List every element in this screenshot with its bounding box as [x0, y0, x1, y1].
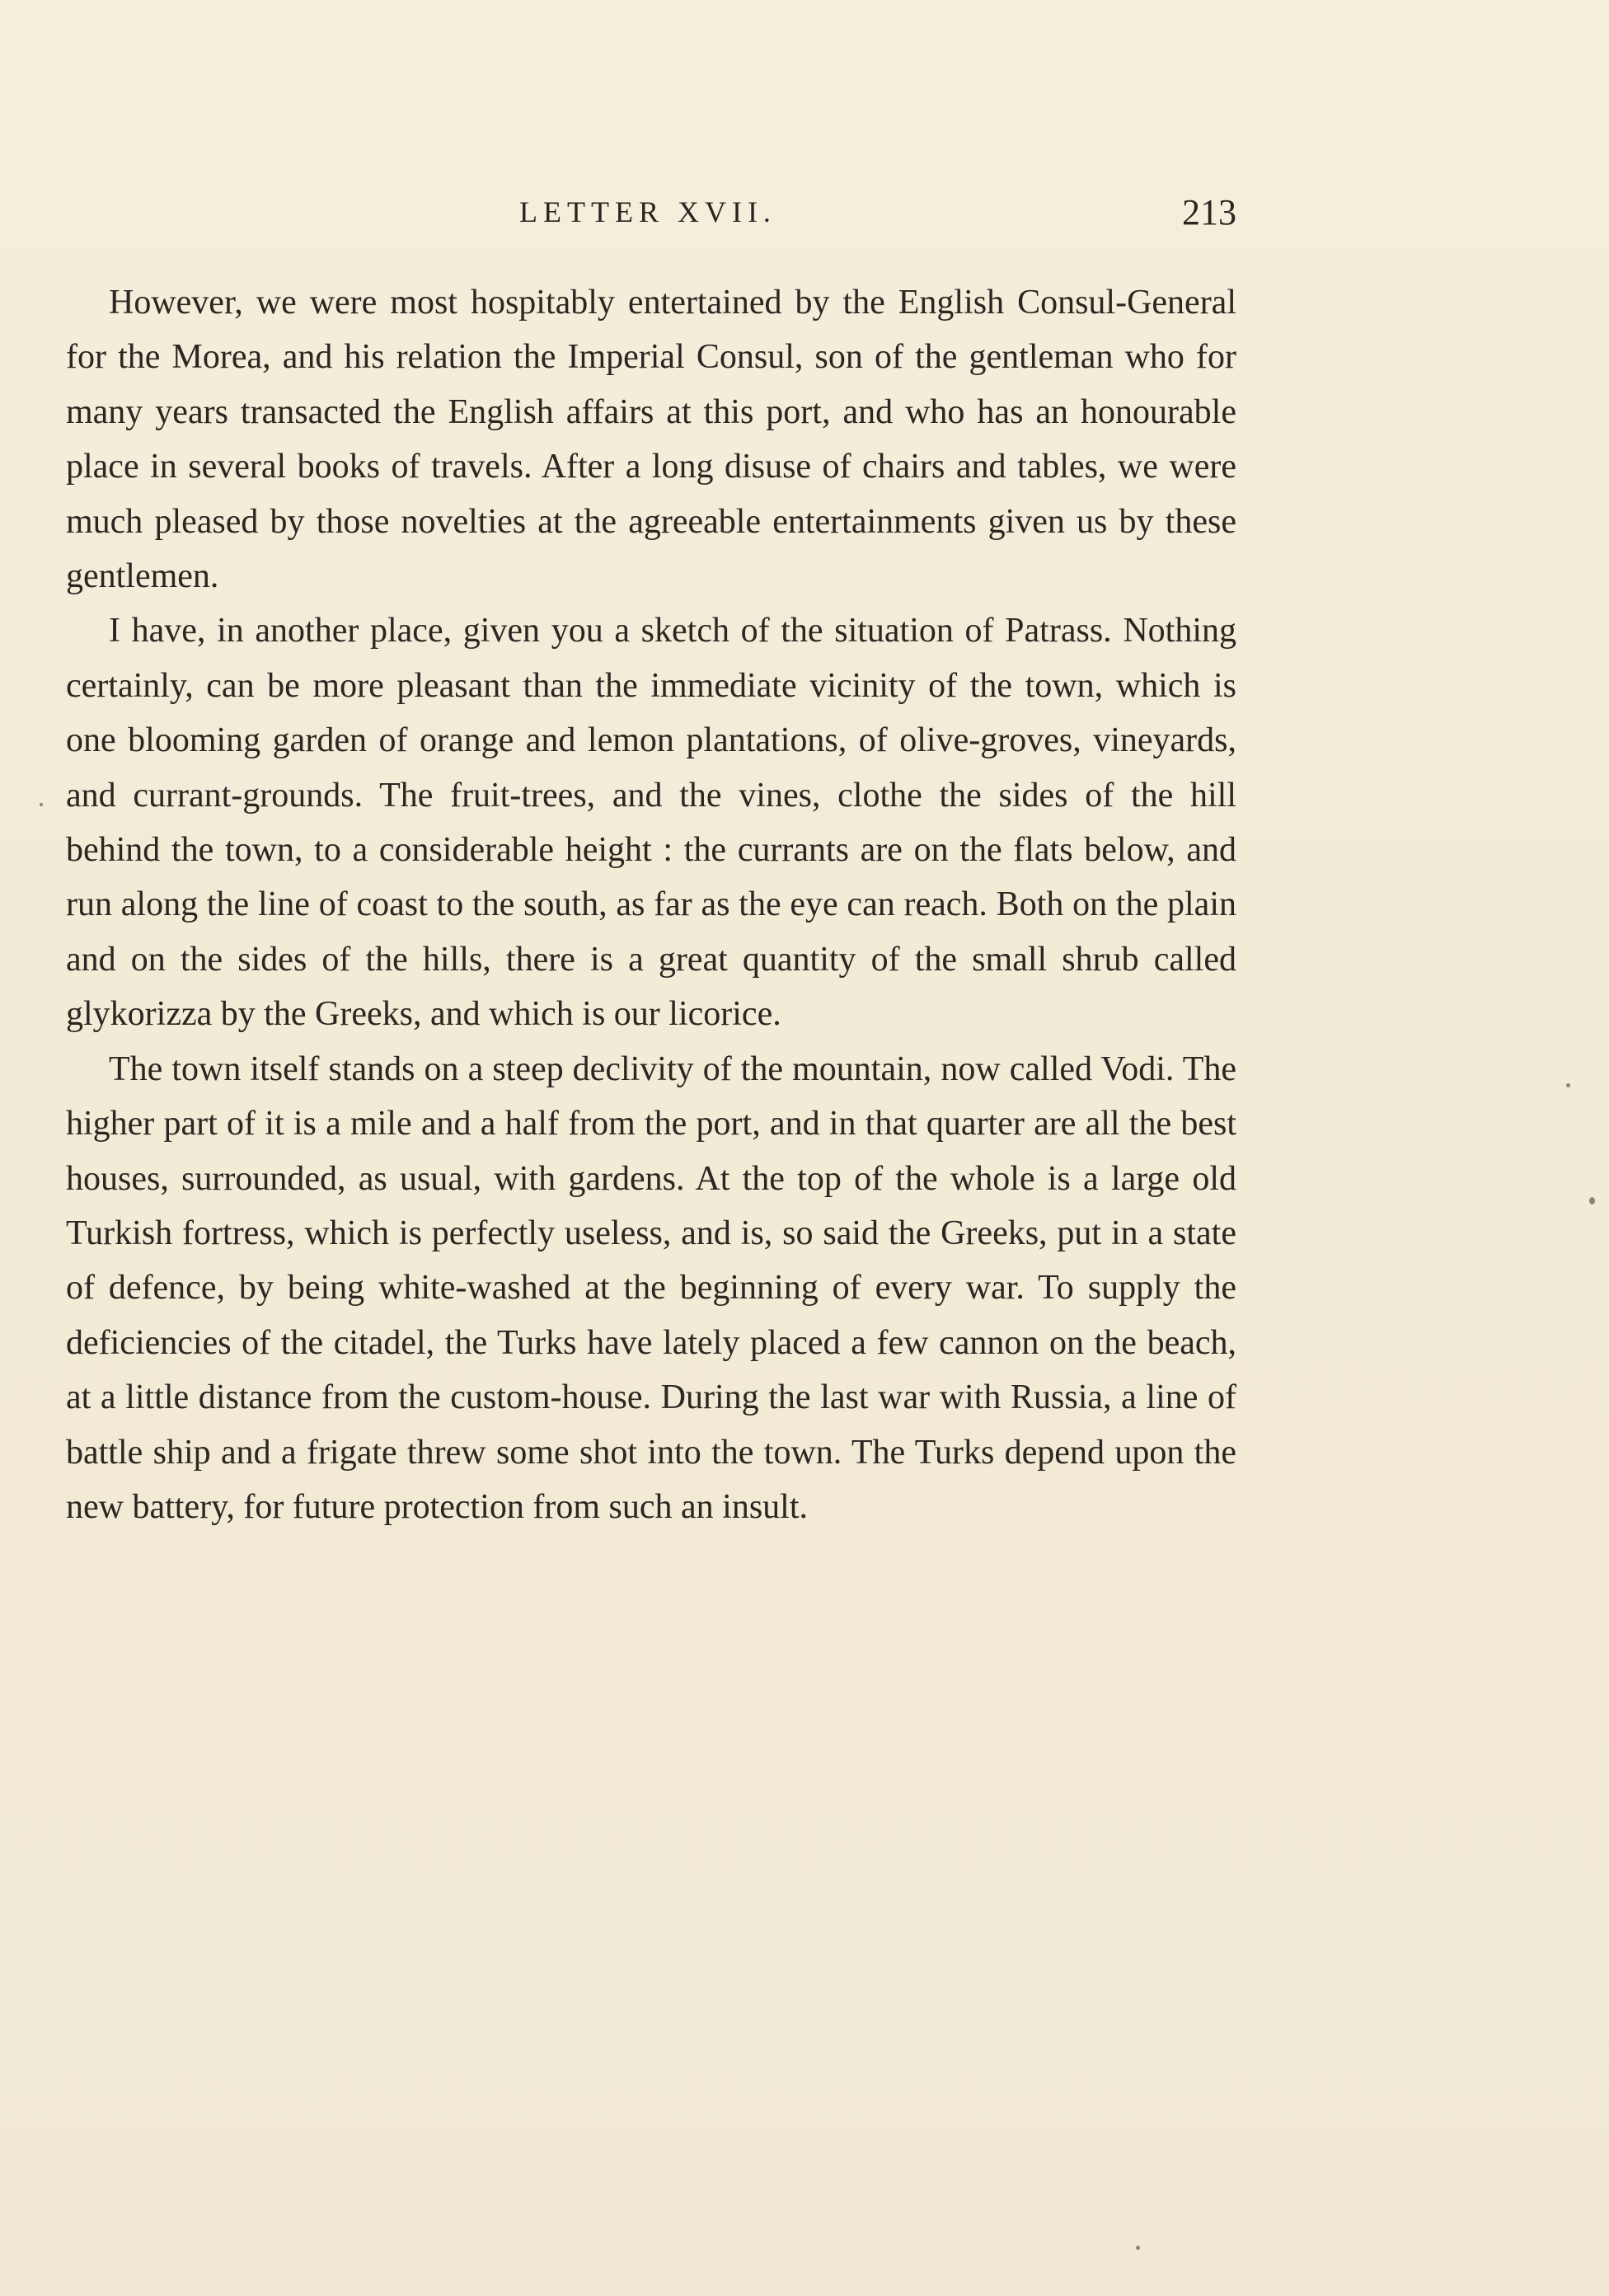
paper-speck: [1589, 1197, 1595, 1204]
running-title: LETTER XVII.: [519, 195, 776, 228]
running-head: [66, 192, 1236, 244]
page-number: 213: [1182, 192, 1236, 232]
paragraph-2: I have, in another place, given you a sketch of the situation of Patrass. Nothing certainly, can be more pleasant than the immediate vicinity of the town, which is one blooming garden of orange and lemon plantations, of olive-groves, vineyards, and currant-grounds. The fruit-trees, and the vines, clothe the sides of the hill behind the town, to a considerable height : the currants are on the flats below, and run along the line of coast to the south, as far as the eye can reach. Both on the plain and on the sides of the hills, there is a great quantity of the small shrub called glykorizza by the Greeks, and which is our licorice.: [66, 612, 1236, 1034]
body-text: [66, 275, 1236, 1534]
paper-speck: [1136, 2246, 1140, 2250]
paragraph-3: The town itself stands on a steep declivity of the mountain, now called Vodi. The higher part of it is a mile and a half from the port, and in that quarter are all the best houses, surrounded, as usual, with gardens. At the top of the whole is a large old Turkish fortress, which is perfectly useless, and is, so said the Greeks, put in a state of defence, by being white-washed at the beginning of every war. To supply the deficiencies of the citadel, the Turks have lately placed a few cannon on the beach, at a little distance from the custom-house. During the last war with Russia, a line of battle ship and a frigate threw some shot into the town. The Turks depend upon the new battery, for future protection from such an insult.: [66, 1049, 1236, 1526]
paper-speck: [40, 803, 43, 806]
paragraph-1: However, we were most hospitably entertained by the English Consul-General for the Morea, and his relation the Imperial Consul, son of the gentleman who for many years transacted the English affairs at this port, and who has an honourable place in several books of travels. After a long disuse of chairs and tables, we were much pleased by those novelties at the agreeable entertainments given us by these gentlemen.: [66, 284, 1236, 596]
paper-speck: [1566, 1083, 1570, 1087]
